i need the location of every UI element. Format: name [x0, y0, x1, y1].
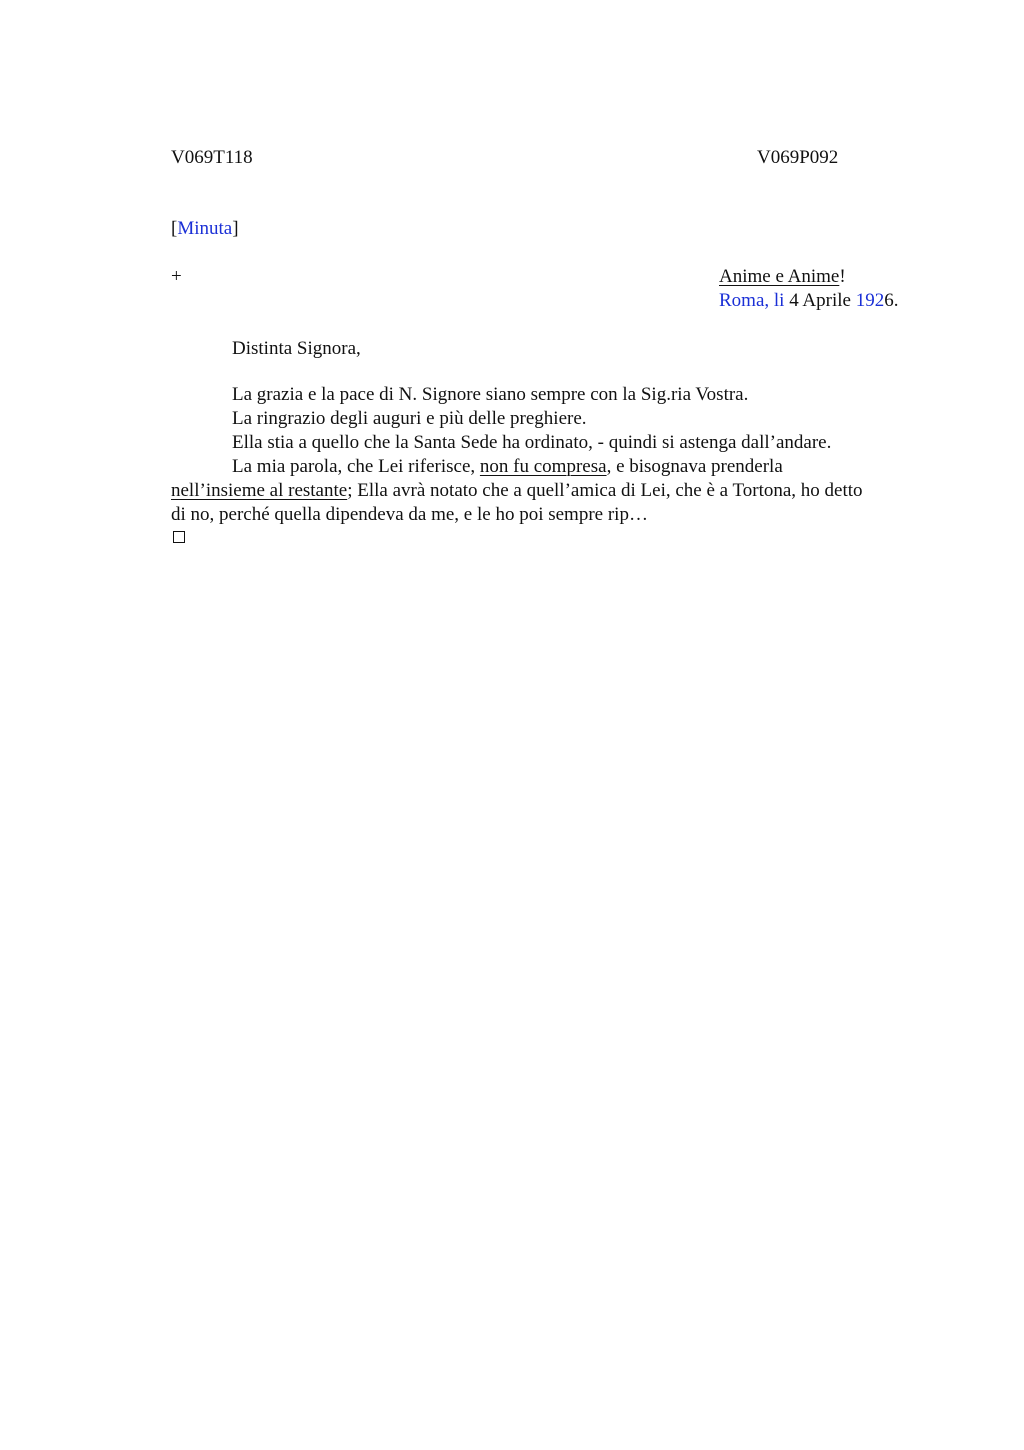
body-paragraph-3: Ella stia a quello che la Santa Sede ha ordinato, - quindi si astenga dall’andare.: [232, 432, 832, 453]
body-p4-text-c: ; Ella avrà notato che a quell’amica di Lei, che è a Tortona, ho detto: [347, 480, 863, 501]
dateline-day-month: 4 Aprile: [784, 290, 856, 311]
body-p4-text-a: La mia parola, che Lei riferisce,: [232, 456, 480, 477]
dateline-year-suffix: 6: [884, 290, 894, 311]
dateline-year-prefix: 192: [855, 290, 885, 311]
document-code-right: V069P092: [757, 147, 839, 168]
body-p4-text-b: , e bisognava prenderla: [606, 456, 783, 477]
motto: [719, 265, 846, 289]
body-p4-underlined-1: non fu compresa: [479, 456, 607, 477]
body-paragraph-4-line-1: [232, 455, 783, 479]
body-paragraph-2: La ringrazio degli auguri e più delle preghiere.: [232, 408, 587, 429]
cross-symbol: +: [171, 266, 182, 287]
motto-text: Anime e Anime: [719, 266, 840, 287]
draft-note: [171, 217, 239, 241]
dateline-place: Roma, li: [719, 290, 785, 311]
draft-note-label: Minuta: [177, 218, 233, 239]
body-paragraph-4-line-3: di no, perché quella dipendeva da me, e le ho poi sempre rip…: [171, 504, 648, 525]
body-paragraph-4-line-2: [171, 479, 863, 503]
dateline: [719, 289, 898, 313]
salutation: Distinta Signora,: [232, 338, 361, 359]
body-p4-underlined-2: nell’insieme al restante: [171, 480, 348, 501]
document-code-left: V069T118: [171, 147, 253, 168]
body-paragraph-1: La grazia e la pace di N. Signore siano sempre con la Sig.ria Vostra.: [232, 384, 749, 405]
dateline-end: .: [893, 290, 899, 311]
checkbox-square-icon: [173, 531, 185, 543]
draft-note-open-bracket: [: [171, 218, 178, 239]
draft-note-close-bracket: ]: [232, 218, 239, 239]
motto-punct: !: [839, 266, 846, 287]
